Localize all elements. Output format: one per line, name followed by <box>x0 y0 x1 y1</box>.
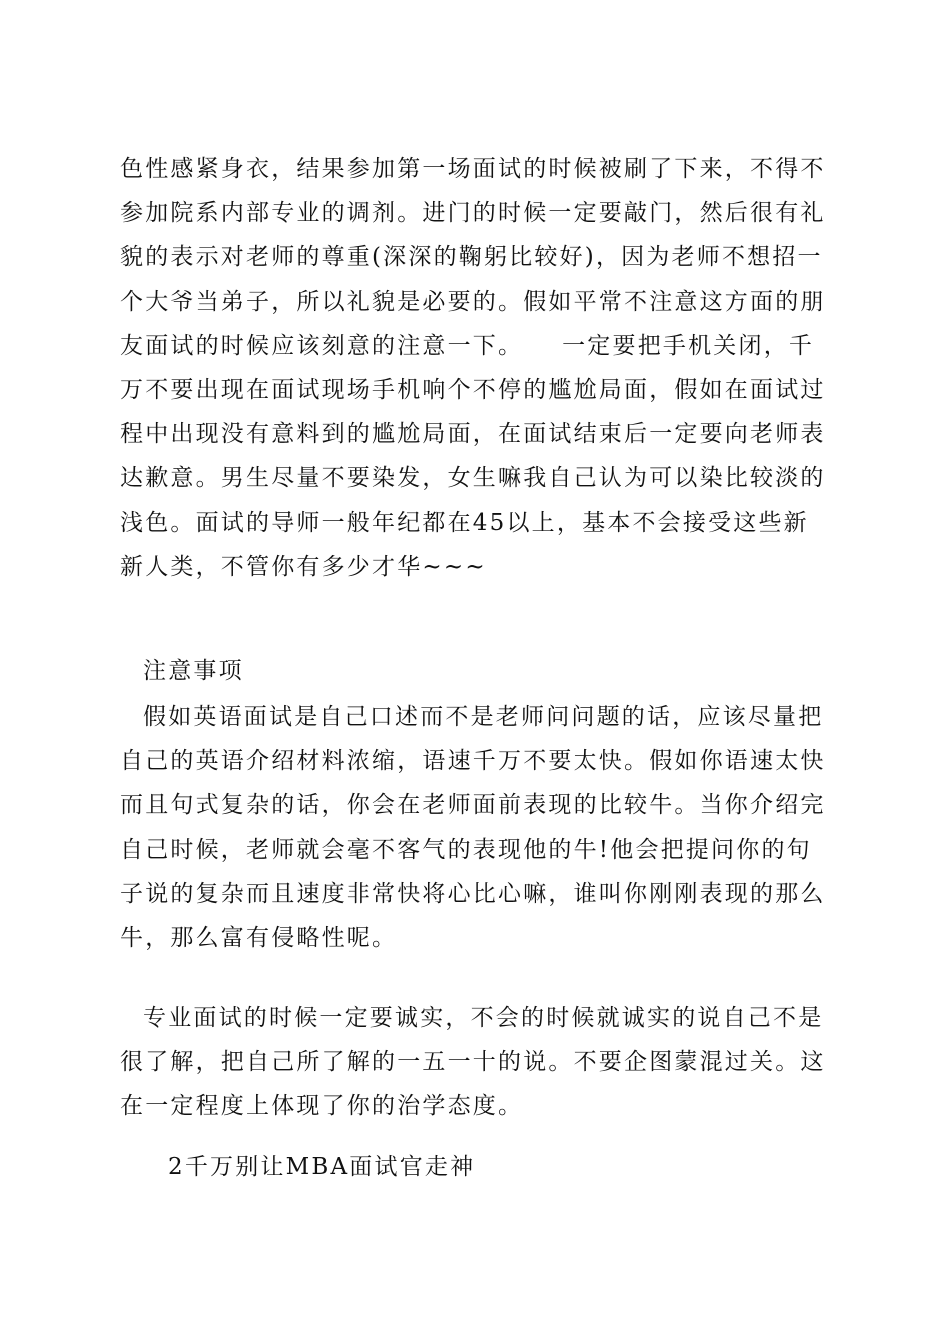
text-line: 专业面试的时候一定要诚实，不会的时候就诚实的说自己不是 <box>143 1005 824 1031</box>
text-line: 自己的英语介绍材料浓缩，语速千万不要太快。假如你语速太快 <box>120 748 826 775</box>
text-line: 友面试的时候应该刻意的注意一下。 一定要把手机关闭，千 <box>120 332 815 359</box>
text-line: 色性感紧身衣，结果参加第一场面试的时候被刷了下来，不得不 <box>120 156 826 182</box>
text-line: 而且句式复杂的话，你会在老师面前表现的比较牛。当你介绍完 <box>120 792 826 819</box>
text-line: 假如英语面试是自己口述而不是老师问问题的话，应该尽量把 <box>143 704 824 730</box>
text-line: 很了解，把自己所了解的一五一十的说。不要企图蒙混过关。这 <box>120 1049 826 1076</box>
text-line: 新人类，不管你有多少才华~~~ <box>120 553 487 580</box>
text-line: 貌的表示对老师的尊重(深深的鞠躬比较好)，因为老师不想招一 <box>120 244 823 271</box>
text-line: 参加院系内部专业的调剂。进门的时候一定要敲门，然后很有礼 <box>120 200 826 227</box>
text-line: 达歉意。男生尽量不要染发，女生嘛我自己认为可以染比较淡的 <box>120 465 826 492</box>
section-heading: 2千万别让MBA面试官走神 <box>168 1154 476 1180</box>
text-line: 程中出现没有意料到的尴尬局面，在面试结束后一定要向老师表 <box>120 421 826 448</box>
text-line: 在一定程度上体现了你的治学态度。 <box>120 1093 524 1120</box>
text-line: 浅色。面试的导师一般年纪都在45以上，基本不会接受这些新 <box>120 509 809 536</box>
text-line: 牛，那么富有侵略性呢。 <box>120 925 398 951</box>
heading-notes: 注意事项 <box>143 658 244 684</box>
text-line: 自己时候，老师就会毫不客气的表现他的牛!他会把提问你的句 <box>120 836 812 863</box>
text-line: 子说的复杂而且速度非常快将心比心嘛，谁叫你刚刚表现的那么 <box>120 880 826 907</box>
text-line: 个大爷当弟子，所以礼貌是必要的。假如平常不注意这方面的朋 <box>120 288 826 315</box>
text-line: 万不要出现在面试现场手机响个不停的尴尬局面，假如在面试过 <box>120 377 826 403</box>
